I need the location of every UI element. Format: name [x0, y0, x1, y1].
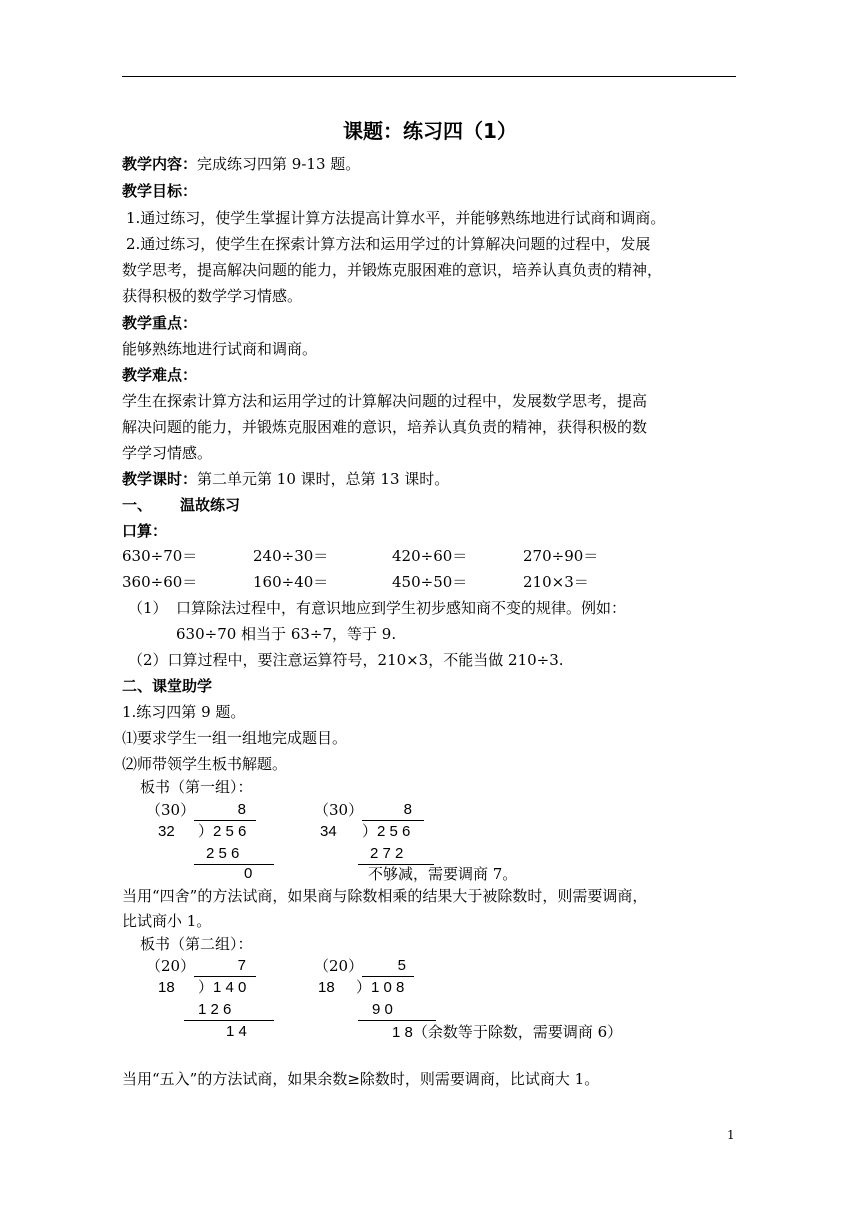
- estimate: （30）: [314, 801, 364, 819]
- objective-line-3: 数学思考，提高解决问题的能力，并锻炼克服困难的意识，培养认真负责的精神，: [122, 261, 663, 279]
- section2-step1: ⑴要求学生一组一组地完成题目。: [122, 729, 348, 747]
- remainder: 0: [244, 865, 253, 882]
- page-title: 课题：练习四（1）: [343, 119, 517, 143]
- product-value: 9 0: [358, 1000, 436, 1021]
- board1-label: 板书（第一组）：: [140, 778, 253, 796]
- section1-heading: [122, 495, 240, 515]
- explain1-line2: 比试商小 1。: [122, 912, 212, 930]
- page-number: 1: [727, 1128, 735, 1142]
- key-points-text: 能够熟练地进行试商和调商。: [122, 340, 318, 358]
- hours-label: 教学课时：: [122, 470, 198, 488]
- product-value: 2 5 6: [194, 844, 274, 865]
- remainder-value: 1 8: [392, 1024, 413, 1041]
- oral-item: 270÷90＝: [523, 547, 599, 565]
- difficulties-line-2: 解决问题的能力，并锻炼克服困难的意识，培养认真负责的精神，获得积极的数: [122, 418, 648, 436]
- oral-item: 630÷70＝: [122, 547, 198, 565]
- hours-line: [122, 469, 449, 489]
- dividend: ）2 5 6: [198, 823, 247, 840]
- oral-item: 240÷30＝: [253, 547, 329, 565]
- board2-right-division: [0, 956, 860, 1046]
- key-points-label: 教学重点：: [122, 314, 198, 332]
- quotient-value: 8: [403, 801, 412, 818]
- oral-item: 360÷60＝: [122, 573, 198, 591]
- hours-text: 第二单元第 10 课时，总第 13 课时。: [197, 470, 450, 488]
- content-label: 教学内容：: [122, 155, 198, 173]
- oral-item: 450÷50＝: [392, 573, 468, 591]
- note2: （2）口算过程中，要注意运算符号，210×3，不能当做 210÷3.: [128, 651, 564, 669]
- divisor: 34: [320, 823, 337, 840]
- header-rule: [122, 76, 736, 77]
- board2-label: 板书（第二组）：: [140, 935, 253, 953]
- dividend: ）1 0 8: [356, 979, 405, 996]
- section1-heading-num: 一、: [122, 496, 153, 514]
- remainder-note: [392, 1022, 622, 1043]
- section2-step2: ⑵师带领学生板书解题。: [122, 755, 288, 773]
- product-value: 1 2 6: [184, 1000, 274, 1021]
- oral-label: 口算：: [122, 522, 168, 540]
- note1-example: 630÷70 相当于 63÷7，等于 9.: [176, 625, 397, 643]
- adjust-note: （余数等于除数，需要调商 6）: [412, 1023, 623, 1041]
- dividend: ）2 5 6: [362, 823, 411, 840]
- section2-item1: 1.练习四第 9 题。: [122, 703, 246, 721]
- content-text: 完成练习四第 9-13 题。: [197, 155, 361, 173]
- product: [358, 1000, 436, 1021]
- difficulties-line-3: 学学习情感。: [122, 444, 213, 462]
- objectives-label: 教学目标：: [122, 182, 198, 200]
- content-line: [122, 154, 360, 174]
- explain2: 当用“五入”的方法试商，如果余数≥除数时，则需要调商，比试商大 1。: [122, 1070, 600, 1088]
- oral-item: 210×3＝: [523, 573, 589, 591]
- adjust-note: 不够减，需要调商 7。: [368, 865, 518, 883]
- quotient-value: 7: [237, 957, 246, 974]
- product-value: 2 7 2: [358, 844, 434, 865]
- difficulties-line-1: 学生在探索计算方法和运用学过的计算解决问题的过程中，发展数学思考，提高: [122, 392, 648, 410]
- divisor: 18: [318, 979, 335, 996]
- product: [358, 844, 434, 865]
- quotient: [362, 956, 414, 977]
- explain1-line1: 当用“四舍”的方法试商，如果商与除数相乘的结果大于被除数时，则需要调商，: [122, 887, 648, 905]
- oral-item: 420÷60＝: [392, 547, 468, 565]
- note1-num: （1）: [128, 599, 168, 617]
- objective-line-2: 2.通过练习，使学生在探索计算方法和运用学过的计算解决问题的过程中，发展: [126, 235, 651, 253]
- remainder: 1 4: [226, 1023, 247, 1040]
- note1-text: 口算除法过程中，有意识地应到学生初步感知商不变的规律。例如：: [176, 599, 627, 617]
- estimate: （20）: [146, 957, 196, 975]
- oral-item: 160÷40＝: [253, 573, 329, 591]
- quotient-value: 5: [397, 957, 406, 974]
- divisor: 32: [158, 823, 175, 840]
- quotient: [362, 800, 424, 821]
- divisor: 18: [158, 979, 175, 996]
- objective-line-1: 1.通过练习，使学生掌握计算方法提高计算水平，并能够熟练地进行试商和调商。: [126, 209, 666, 227]
- estimate: （30）: [146, 801, 196, 819]
- section2-heading: 二、课堂助学: [122, 677, 213, 695]
- section1-heading-text: 温故练习: [180, 496, 241, 514]
- board1-right-division: [0, 800, 860, 883]
- dividend: ）1 4 0: [198, 979, 247, 996]
- estimate: （20）: [314, 957, 364, 975]
- quotient-value: 8: [237, 801, 246, 818]
- difficulties-label: 教学难点：: [122, 366, 198, 384]
- objective-line-4: 获得积极的数学学习情感。: [122, 287, 303, 305]
